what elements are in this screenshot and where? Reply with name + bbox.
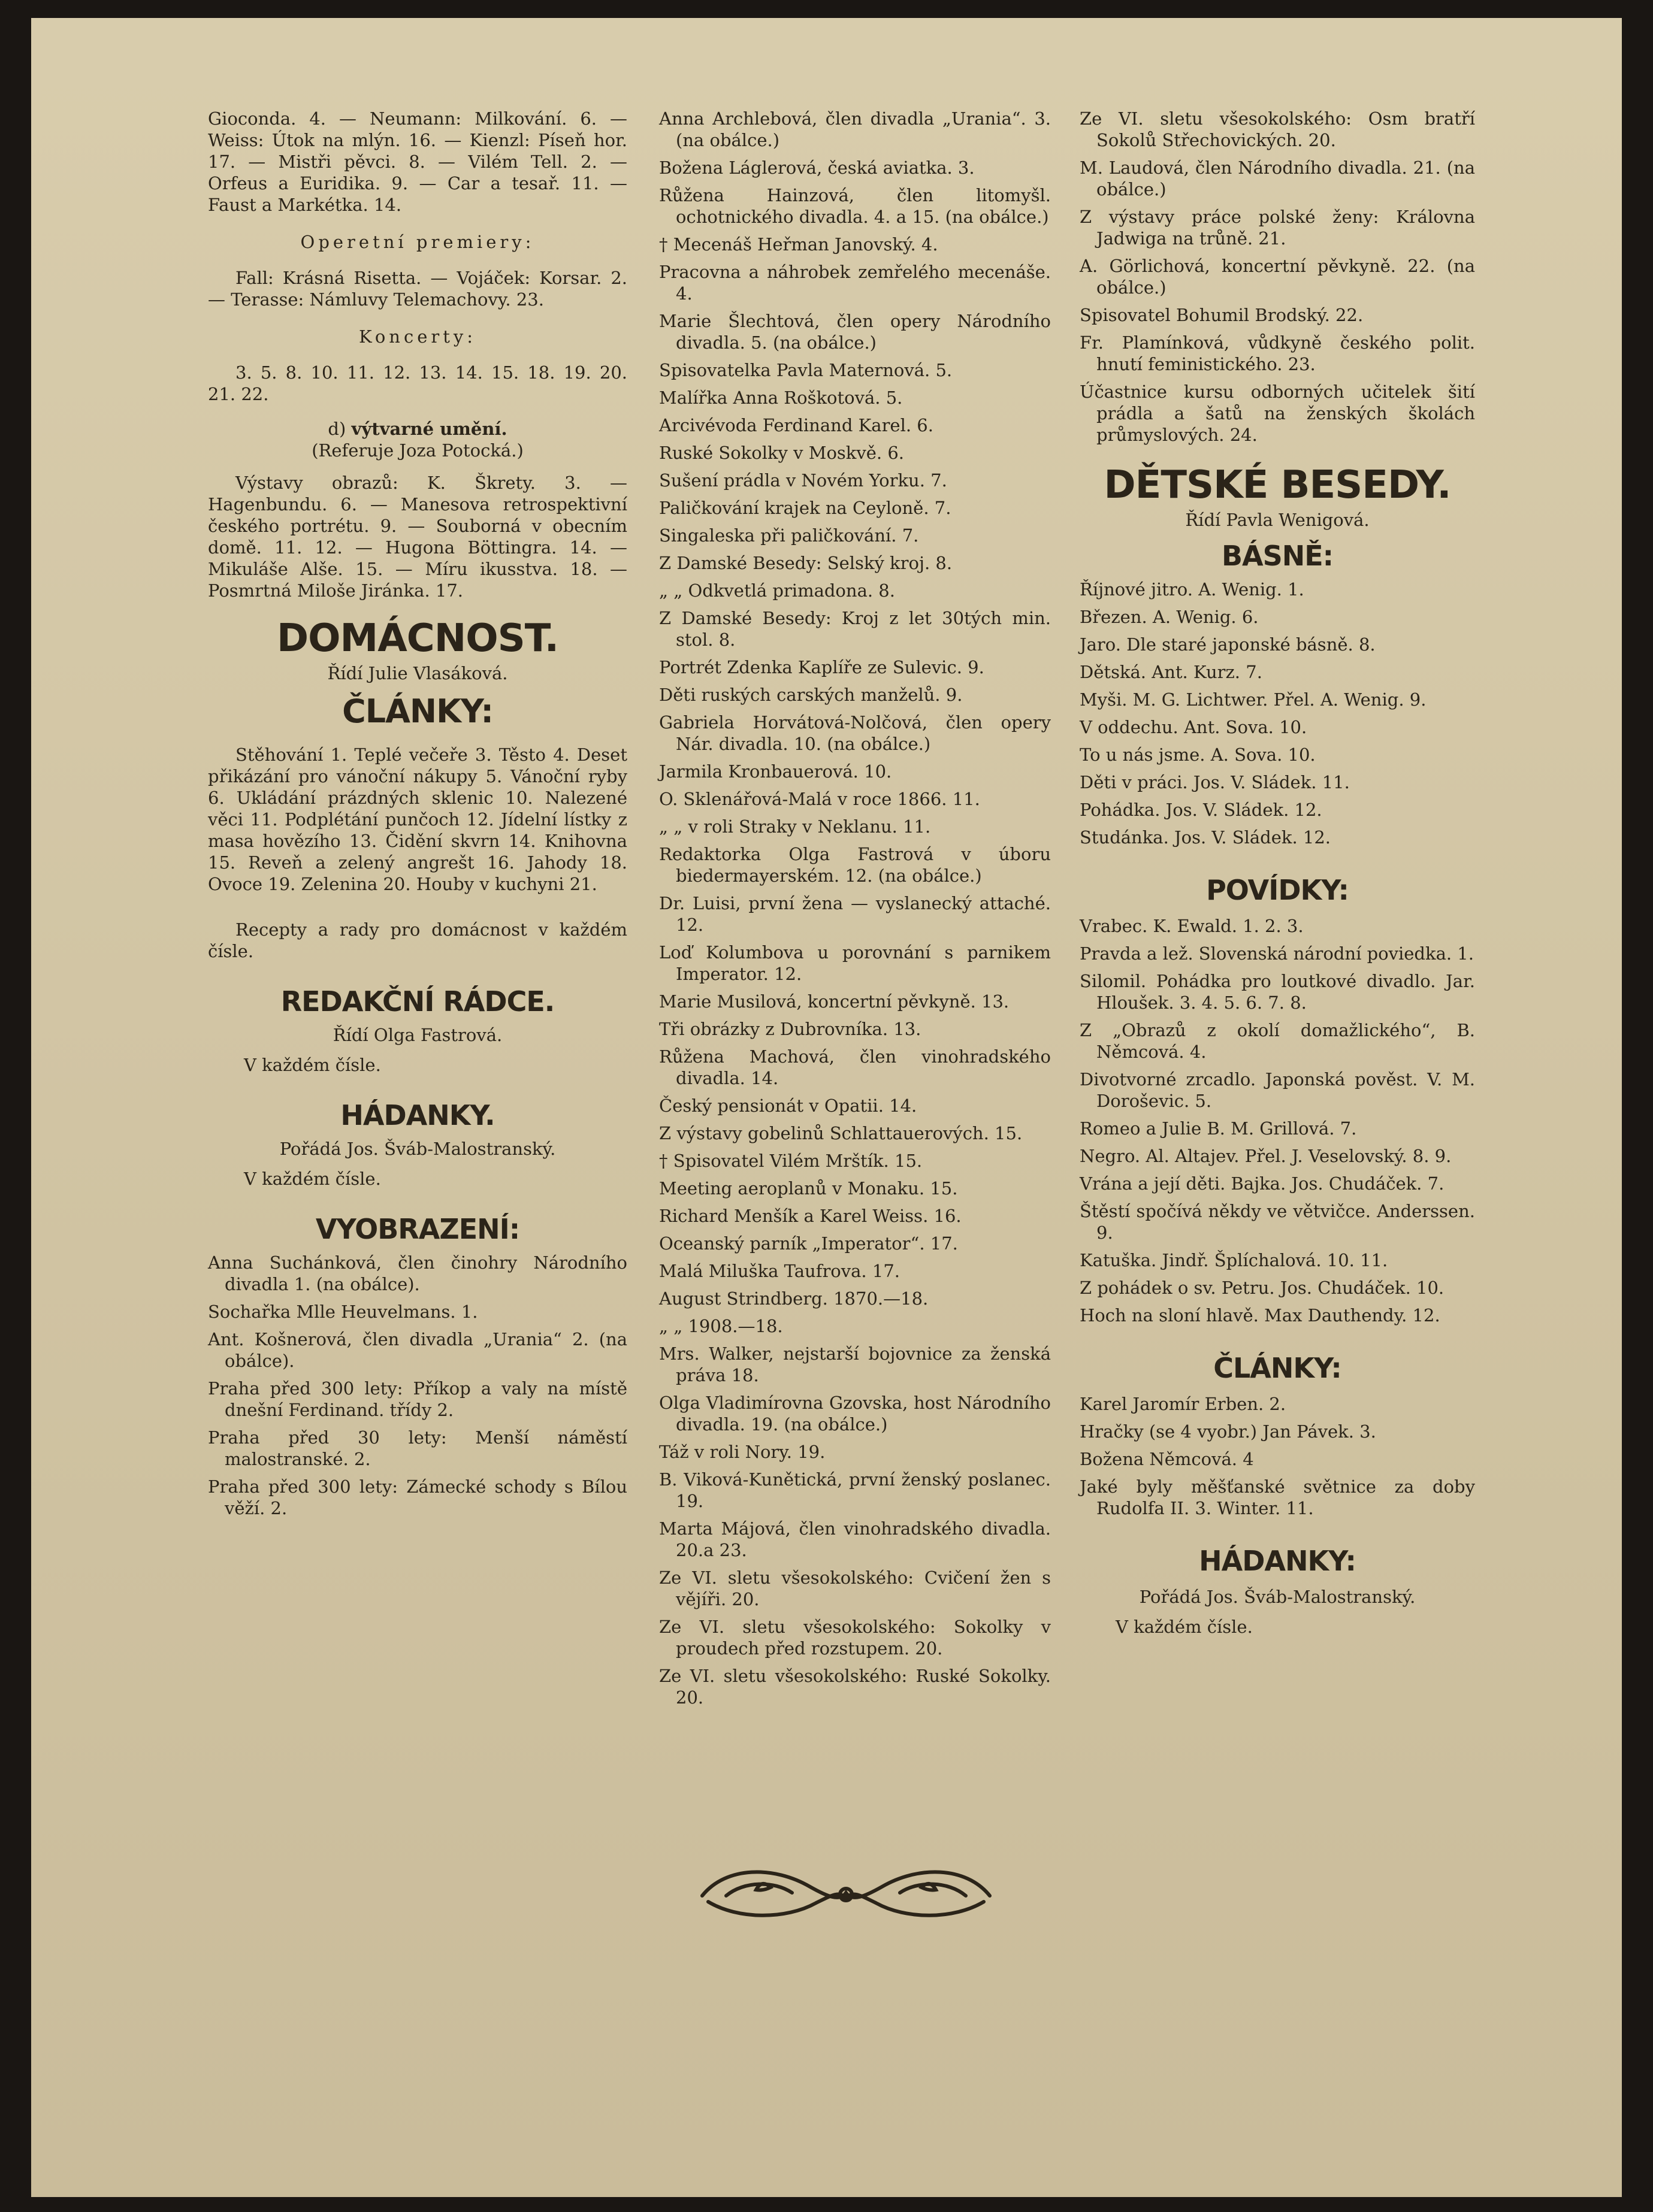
list-item: Richard Menšík a Karel Weiss. 16.	[659, 1206, 962, 1226]
images-list	[208, 1252, 627, 1519]
list-item: „ „ Odkvetlá primadona. 8.	[659, 580, 895, 601]
list-item: Vrabec. K. Ewald. 1. 2. 3.	[1080, 916, 1304, 936]
list-item: † Mecenáš Heřman Janovský. 4.	[659, 234, 938, 255]
art-text: Výstavy obrazů: K. Škrety. 3. — Hagenbundu. 6. — Manesova retrospektivní českého portrétu. 9. — Souborná v obecním domě. 11. 12. — Hugona Böttingra. 14. — Mikuláše Alše. 15. — Míru ikusstva. 18. — Posmrtná Miloše Jiránka. 17.	[208, 473, 627, 601]
list-item: „ „ 1908.—18.	[659, 1316, 783, 1336]
advice-every: V každém čísle.	[244, 1055, 381, 1075]
list-item: Ze VI. sletu všesokolského: Osm bratří Sokolů Střechovických. 20.	[1080, 108, 1475, 150]
concerts-heading: Koncerty:	[358, 326, 477, 347]
list-item: Studánka. Jos. V. Sládek. 12.	[1080, 827, 1331, 848]
operetta-text: Fall: Krásná Risetta. — Vojáček: Korsar. 2. — Terasse: Námluvy Telemachovy. 23.	[208, 268, 627, 310]
list-item: Singaleska při paličkování. 7.	[659, 525, 919, 546]
list-item: Myši. M. G. Lichtwer. Přel. A. Wenig. 9.	[1080, 689, 1427, 710]
list-item: Říjnové jitro. A. Wenig. 1.	[1080, 579, 1304, 600]
art-heading	[208, 418, 627, 440]
list-item: Praha před 30 lety: Menší náměstí malostranské. 2.	[208, 1427, 627, 1469]
list-item: Silomil. Pohádka pro loutkové divadlo. Jar. Hloušek. 3. 4. 5. 6. 7. 8.	[1080, 971, 1475, 1013]
list-item: August Strindberg. 1870.—18.	[659, 1288, 929, 1309]
list-item: A. Görlichová, koncertní pěvkyně. 22. (na obálce.)	[1080, 256, 1475, 298]
riddles-editor-children: Pořádá Jos. Šváb-Malostranský.	[1139, 1587, 1416, 1607]
list-item: B. Viková-Kunětická, první ženský poslanec. 19.	[659, 1469, 1051, 1511]
list-item: Marie Musilová, koncertní pěvkyně. 13.	[659, 991, 1010, 1012]
list-item: Marta Májová, člen vinohradského divadla. 20.a 23.	[659, 1518, 1051, 1560]
list-item: Jaro. Dle staré japonské básně. 8.	[1080, 634, 1376, 655]
list-item: Divotvorné zrcadlo. Japonská pověst. V. M. Doroševic. 5.	[1080, 1069, 1475, 1111]
list-item: Negro. Al. Altajev. Přel. J. Veselovský. 8. 9.	[1080, 1146, 1452, 1166]
images-title: VYOBRAZENÍ:	[315, 1213, 520, 1245]
list-item: Oceanský parník „Imperator“. 17.	[659, 1233, 958, 1254]
list-item: Hoch na sloní hlavě. Max Dauthendy. 12.	[1080, 1305, 1440, 1326]
list-item: V oddechu. Ant. Sova. 10.	[1080, 717, 1307, 737]
floral-ornament-icon	[690, 1854, 1002, 1932]
advice-editor: Řídí Olga Fastrová.	[333, 1025, 503, 1045]
articles-text: Stěhování 1. Teplé večeře 3. Těsto 4. Deset přikázání pro vánoční nákupy 5. Vánoční ryby 6. Ukládání prázdných sklenic 10. Nalezené věci 11. Podplétání punčoch 12. Jídelní lístky z masa hovězího 13. Čidění skvrn 14. Knihovna 15. Reveň a zelený angrešt 16. Jahody 18. Ovoce 19. Zelenina 20. Houby v kuchyni 21.	[208, 745, 627, 894]
page	[31, 18, 1622, 2197]
list-item: Portrét Zdenka Kaplíře ze Sulevic. 9.	[659, 657, 984, 677]
list-item: Ze VI. sletu všesokolského: Sokolky v proudech před rozstupem. 20.	[659, 1617, 1051, 1659]
list-item: Arcivévoda Ferdinand Karel. 6.	[659, 415, 933, 435]
riddles-every: V každém čísle.	[244, 1169, 381, 1189]
list-item: Spisovatel Bohumil Brodský. 22.	[1080, 305, 1364, 325]
riddles-editor: Pořádá Jos. Šváb-Malostranský.	[279, 1139, 556, 1159]
list-item: Sušení prádla v Novém Yorku. 7.	[659, 470, 947, 491]
list-item: Štěstí spočívá někdy ve větvičce. Anderssen. 9.	[1080, 1201, 1475, 1243]
list-item: Z Damské Besedy: Kroj z let 30tých min. stol. 8.	[659, 608, 1051, 650]
list-item: Děti ruských carských manželů. 9.	[659, 685, 963, 705]
list-item: Hračky (se 4 vyobr.) Jan Pávek. 3.	[1080, 1421, 1376, 1442]
list-item: Tři obrázky z Dubrovníka. 13.	[659, 1019, 921, 1039]
list-item: Karel Jaromír Erben. 2.	[1080, 1394, 1286, 1414]
list-item: Z pohádek o sv. Petru. Jos. Chudáček. 10.	[1080, 1278, 1445, 1298]
list-item: Praha před 300 lety: Zámecké schody s Bílou věží. 2.	[208, 1476, 627, 1518]
list-item: Český pensionát v Opatii. 14.	[659, 1096, 917, 1116]
list-item: Pravda a lež. Slovenská národní poviedka. 1.	[1080, 943, 1474, 964]
list-item: Redaktorka Olga Fastrová v úboru biedermayerském. 12. (na obálce.)	[659, 844, 1051, 886]
music-text: Gioconda. 4. — Neumann: Milkování. 6. — Weiss: Útok na mlýn. 16. — Kienzl: Píseň hor. 17. — Mistři pěvci. 8. — Vilém Tell. 2. — Orfeus a Euridika. 9. — Car a tesař. 11. — Faust a Markétka. 14.	[208, 108, 627, 215]
list-item: Z „Obrazů z okolí domažlického“, B. Němcová. 4.	[1080, 1020, 1475, 1062]
advice-title: REDAKČNÍ RÁDCE.	[280, 985, 555, 1018]
stories-list	[1080, 915, 1475, 1326]
list-item: Růžena Hainzová, člen litomyšl. ochotnického divadla. 4. a 15. (na obálce.)	[659, 185, 1051, 227]
list-item: Jarmila Kronbauerová. 10.	[659, 761, 892, 782]
column-3	[1080, 108, 1475, 1638]
list-item: To u nás jsme. A. Sova. 10.	[1080, 745, 1316, 765]
articles-list	[1080, 1393, 1475, 1519]
list-item: Dětská. Ant. Kurz. 7.	[1080, 662, 1262, 682]
list-item: Božena Němcová. 4	[1080, 1449, 1254, 1469]
art-heading-title: výtvarné umění.	[351, 419, 507, 439]
list-item: Táž v roli Nory. 19.	[659, 1442, 826, 1462]
list-item: O. Sklenářová-Malá v roce 1866. 11.	[659, 789, 980, 809]
concerts-text: 3. 5. 8. 10. 11. 12. 13. 14. 15. 18. 19. 20. 21. 22.	[208, 362, 627, 404]
list-item: Dr. Luisi, první žena — vyslanecký attaché. 12.	[659, 893, 1051, 935]
list-item: Ze VI. sletu všesokolského: Cvičení žen s vějíři. 20.	[659, 1568, 1051, 1609]
articles-title: ČLÁNKY:	[342, 692, 493, 730]
list-item: Marie Šlechtová, člen opery Národního divadla. 5. (na obálce.)	[659, 311, 1051, 353]
list-item: Ant. Košnerová, člen divadla „Urania“ 2. (na obálce).	[208, 1329, 627, 1371]
list-item: Z Damské Besedy: Selský kroj. 8.	[659, 553, 953, 573]
home-editor: Řídí Julie Vlasáková.	[327, 663, 508, 683]
riddles-title: HÁDANKY.	[340, 1099, 495, 1131]
list-item: Ze VI. sletu všesokolského: Ruské Sokolky. 20.	[659, 1666, 1051, 1708]
list-item: Romeo a Julie B. M. Grillová. 7.	[1080, 1118, 1357, 1139]
list-item: Loď Kolumbova u porovnání s parnikem Imperator. 12.	[659, 942, 1051, 984]
column-1	[208, 108, 627, 1525]
list-item: Malířka Anna Roškotová. 5.	[659, 388, 903, 408]
recipes-text: Recepty a rady pro domácnost v každém čísle.	[208, 919, 627, 961]
list-item: Sochařka Mlle Heuvelmans. 1.	[208, 1302, 478, 1322]
list-item: Praha před 300 lety: Příkop a valy na místě dnešní Ferdinand. třídy 2.	[208, 1378, 627, 1420]
list-item: Mrs. Walker, nejstarší bojovnice za ženská práva 18.	[659, 1343, 1051, 1385]
images-list-continued	[659, 108, 1051, 1708]
list-item: Z výstavy gobelinů Schlattauerových. 15.	[659, 1123, 1023, 1143]
list-item: Pohádka. Jos. V. Sládek. 12.	[1080, 800, 1322, 820]
poems-title: BÁSNĚ:	[1221, 540, 1334, 572]
list-item: Děti v práci. Jos. V. Sládek. 11.	[1080, 772, 1350, 792]
list-item: Meeting aeroplanů v Monaku. 15.	[659, 1178, 958, 1199]
art-editor: (Referuje Joza Potocká.)	[312, 440, 524, 461]
column-2	[659, 108, 1051, 1714]
list-item: Gabriela Horvátová-Nolčová, člen opery Nár. divadla. 10. (na obálce.)	[659, 712, 1051, 754]
operetta-heading: Operetní premiery:	[300, 232, 535, 252]
list-item: Fr. Plamínková, vůdkyně českého polit. hnutí feministického. 23.	[1080, 332, 1475, 374]
list-item: Paličkování krajek na Ceyloně. 7.	[659, 498, 951, 518]
children-title: DĚTSKÉ BESEDY.	[1104, 463, 1451, 507]
list-item: Olga Vladimírovna Gzovska, host Národního divadla. 19. (na obálce.)	[659, 1393, 1051, 1435]
list-item: M. Laudová, člen Národního divadla. 21. (na obálce.)	[1080, 158, 1475, 199]
articles-title-children: ČLÁNKY:	[1213, 1352, 1341, 1384]
list-item: Jaké byly měšťanské světnice za doby Rudolfa II. 3. Winter. 11.	[1080, 1476, 1475, 1518]
list-item: Vrána a její děti. Bajka. Jos. Chudáček. 7.	[1080, 1173, 1445, 1194]
stories-title: POVÍDKY:	[1206, 874, 1349, 906]
list-item: † Spisovatel Vilém Mrštík. 15.	[659, 1151, 923, 1171]
art-heading-prefix: d)	[328, 419, 346, 439]
list-item: Anna Archlebová, člen divadla „Urania“. 3. (na obálce.)	[659, 108, 1051, 150]
list-item: Anna Suchánková, člen činohry Národního divadla 1. (na obálce).	[208, 1252, 627, 1294]
images-list-end	[1080, 108, 1475, 446]
list-item: Růžena Machová, člen vinohradského divadla. 14.	[659, 1046, 1051, 1088]
list-item: Ruské Sokolky v Moskvě. 6.	[659, 443, 905, 463]
riddles-title-children: HÁDANKY:	[1199, 1545, 1356, 1577]
children-editor: Řídí Pavla Wenigová.	[1185, 510, 1370, 530]
home-title: DOMÁCNOST.	[276, 616, 559, 661]
list-item: Účastnice kursu odborných učitelek šití prádla a šatů na ženských školách průmyslových. 24.	[1080, 382, 1475, 445]
list-item: Březen. A. Wenig. 6.	[1080, 607, 1259, 627]
list-item: „ „ v roli Straky v Neklanu. 11.	[659, 816, 931, 837]
poems-list	[1080, 579, 1475, 848]
list-item: Pracovna a náhrobek zemřelého mecenáše. 4.	[659, 262, 1051, 304]
list-item: Malá Miluška Taufrova. 17.	[659, 1261, 900, 1281]
list-item: Z výstavy práce polské ženy: Královna Jadwiga na trůně. 21.	[1080, 207, 1475, 249]
list-item: Božena Láglerová, česká aviatka. 3.	[659, 158, 975, 178]
list-item: Katuška. Jindř. Šplíchalová. 10. 11.	[1080, 1250, 1388, 1270]
riddles-every-children: V každém čísle.	[1116, 1617, 1253, 1637]
list-item: Spisovatelka Pavla Maternová. 5.	[659, 360, 953, 380]
